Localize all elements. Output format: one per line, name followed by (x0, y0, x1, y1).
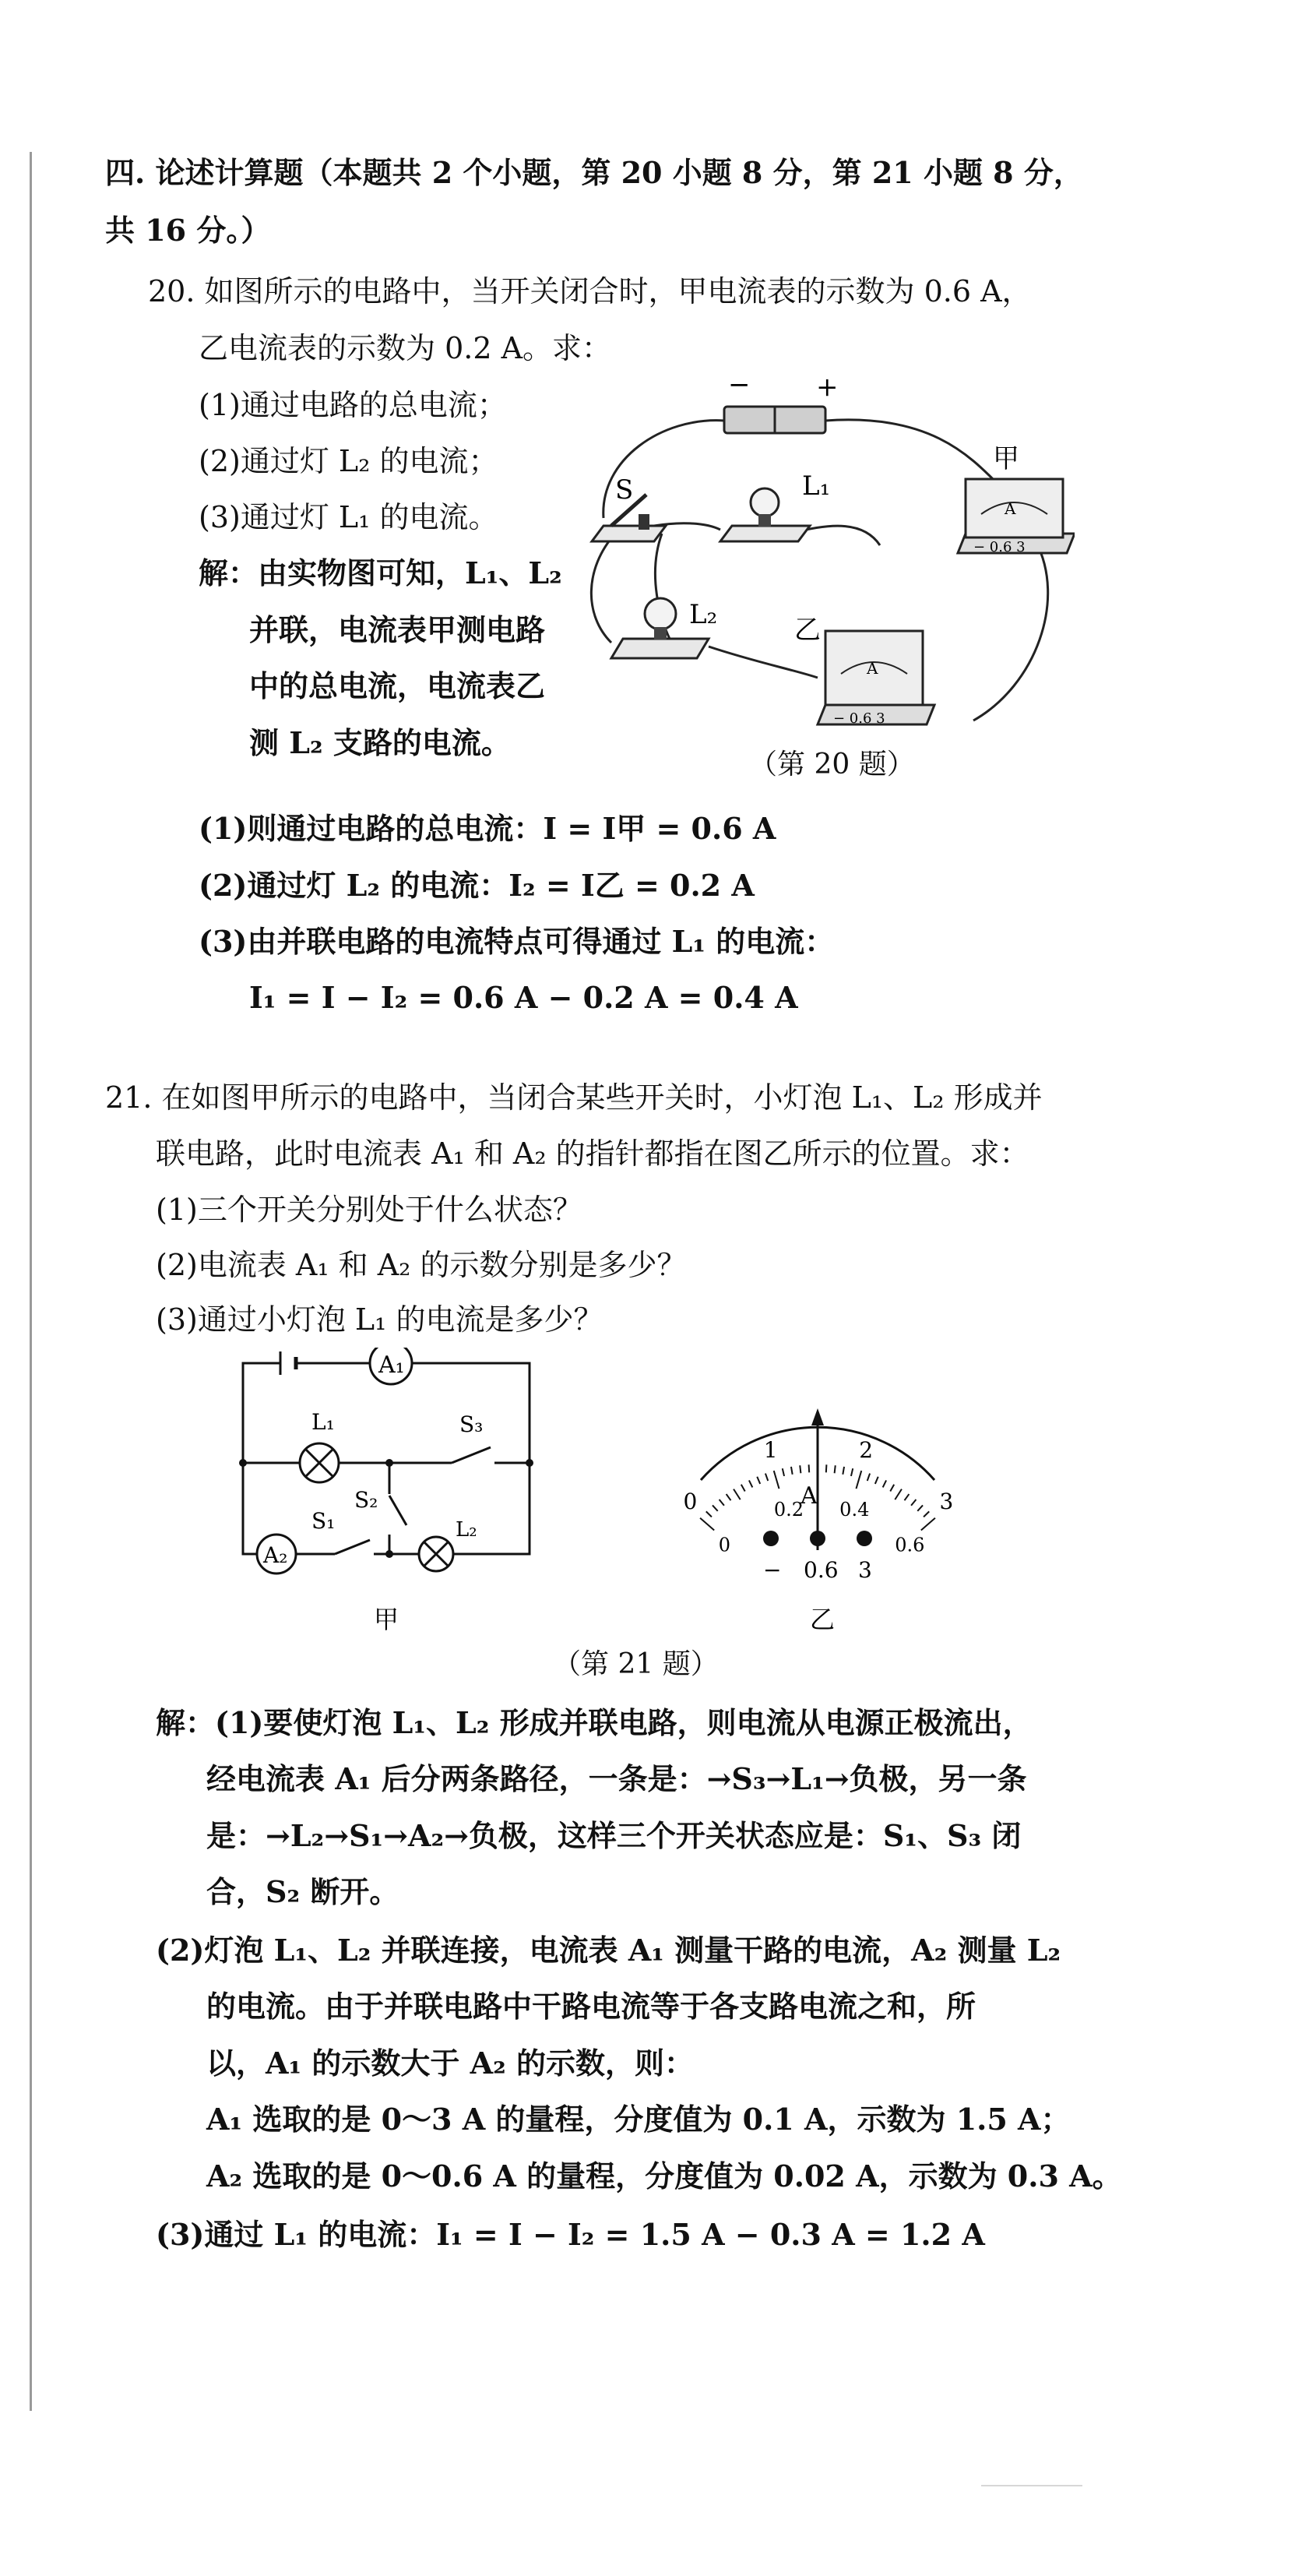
svg-text:+: + (816, 372, 839, 403)
svg-text:A: A (801, 1482, 818, 1510)
dial-upper-label: 1 (763, 1436, 778, 1463)
q21-ask-3: (3)通过小灯泡 L₁ 的电流是多少？ (156, 1302, 603, 1337)
dial-tick (843, 1467, 844, 1475)
dial-tick (734, 1489, 741, 1499)
q20-figure-caption: （第 20 题） (749, 749, 915, 781)
svg-text:L₂: L₂ (456, 1518, 477, 1542)
dial-tick (713, 1505, 718, 1510)
faint-mark (981, 2485, 1082, 2486)
q21-solution-10: (3)通过 L₁ 的电流：I₁ = I − I₂ = 1.5 A − 0.3 A = 1.2 A (156, 2217, 985, 2252)
q21-solution-9: A₂ 选取的是 0～0.6 A 的量程，分度值为 0.02 A，示数为 0.3 A。 (206, 2158, 1122, 2194)
q21-figure-caption: （第 21 题） (553, 1648, 719, 1680)
dial-tick (791, 1467, 793, 1475)
svg-text:乙: 乙 (810, 1605, 836, 1634)
dial-tick (765, 1474, 768, 1481)
q20-stem-line1: 20. 如图所示的电路中，当开关闭合时，甲电流表的示数为 0.6 A， (148, 274, 1032, 308)
lamp-l1-icon (720, 488, 810, 541)
q21-solution-4: 合，S₂ 断开。 (206, 1874, 399, 1909)
dial-tick (917, 1505, 923, 1510)
dial-tick (783, 1468, 784, 1476)
lamp-l2-icon (419, 1537, 453, 1571)
q21-solution-5: (2)灯泡 L₁、L₂ 并联连接，电流表 A₁ 测量干路的电流，A₂ 测量 L₂ (156, 1933, 1061, 1968)
battery-icon (724, 407, 825, 433)
dial-tick (835, 1465, 836, 1473)
q21-solution-6: 的电流。由于并联电路中干路电流等于各支路电流之和，所 (206, 1989, 976, 2024)
q20-answer-4: I₁ = I − I₂ = 0.6 A − 0.2 A = 0.4 A (249, 980, 798, 1015)
dial-tick (905, 1494, 910, 1500)
svg-text:A: A (1005, 499, 1016, 518)
dial-tick (867, 1474, 870, 1481)
svg-text:−: − (728, 369, 751, 400)
q20-answer-1: (1)则通过电路的总电流：I = I甲 = 0.6 A (199, 811, 776, 846)
section-header-line2: 共 16 分。） (105, 213, 271, 248)
q20-ask-3: (3)通过灯 L₁ 的电流。 (199, 500, 498, 534)
dial-tick (706, 1511, 712, 1517)
svg-text:S₃: S₃ (459, 1411, 484, 1437)
dial-tick (924, 1511, 929, 1517)
dial-lower-label: 0.4 (839, 1499, 870, 1521)
dial-tick (800, 1465, 801, 1473)
q20-solution-intro-4: 测 L₂ 支路的电流。 (249, 725, 511, 760)
dial-tick (911, 1499, 916, 1506)
dial-tick (774, 1471, 779, 1489)
dial-tick (851, 1468, 853, 1476)
dial-tick (875, 1477, 878, 1484)
q21-solution-7: 以，A₁ 的示数大于 A₂ 的示数，则： (206, 2046, 694, 2081)
dial-tick (720, 1499, 724, 1506)
svg-text:乙: 乙 (794, 615, 821, 646)
q20-answer-3: (3)由并联电路的电流特点可得通过 L₁ 的电流： (199, 924, 835, 959)
q20-solution-intro-1: 解：由实物图可知，L₁、L₂ (199, 555, 562, 590)
svg-text:A: A (867, 659, 878, 678)
svg-text:− 0.6 3: − 0.6 3 (833, 710, 885, 727)
q21-ask-1: (1)三个开关分别处于什么状态？ (156, 1193, 582, 1227)
q20-circuit-figure (568, 366, 1075, 732)
dial-tick (856, 1471, 861, 1489)
q21-solution-2: 经电流表 A₁ 后分两条路径，一条是：→S₃→L₁→负极，另一条 (206, 1761, 1027, 1796)
dial-tick (921, 1518, 935, 1531)
svg-text:0.6: 0.6 (804, 1557, 839, 1583)
svg-text:S: S (615, 474, 634, 506)
q21-ask-2: (2)电流表 A₁ 和 A₂ 的示数分别是多少？ (156, 1248, 687, 1282)
q20-ask-2: (2)通过灯 L₂ 的电流； (199, 444, 498, 478)
q21-stem-line2: 联电路，此时电流表 A₁ 和 A₂ 的指针都指在图乙所示的位置。求： (156, 1136, 1029, 1171)
svg-text:S₂: S₂ (354, 1487, 378, 1513)
lamp-l1-icon (300, 1443, 339, 1482)
dial-tick (826, 1464, 827, 1472)
dial-upper-label: 3 (939, 1488, 954, 1514)
dial-tick (890, 1485, 894, 1492)
svg-text:甲: 甲 (374, 1605, 399, 1634)
q21-solution-1: 解：(1)要使灯泡 L₁、L₂ 形成并联电路，则电流从电源正极流出， (156, 1705, 1033, 1740)
q21-ammeter-dial (670, 1355, 997, 1636)
dial-tick (883, 1480, 886, 1487)
dial-upper-label: 2 (859, 1436, 874, 1463)
svg-text:3: 3 (858, 1557, 872, 1583)
svg-text:L₂: L₂ (689, 599, 718, 630)
svg-text:L₁: L₁ (311, 1409, 335, 1435)
dial-upper-label: 0 (683, 1488, 698, 1514)
svg-text:−: − (763, 1557, 782, 1583)
svg-text:甲: 甲 (993, 443, 1019, 474)
section-header-line1: 四. 论述计算题（本题共 2 个小题，第 20 小题 8 分，第 21 小题 8 分， (105, 155, 1083, 190)
dial-tick (741, 1485, 745, 1492)
q20-stem-line2: 乙电流表的示数为 0.2 A。求： (199, 331, 612, 365)
q21-circuit-diagram (226, 1348, 553, 1644)
dial-tick (700, 1518, 714, 1531)
q20-ask-1: (1)通过电路的总电流； (199, 388, 507, 422)
dial-lower-label: 0.2 (773, 1499, 804, 1521)
dial-tick (757, 1477, 760, 1484)
svg-text:A₂: A₂ (263, 1542, 288, 1568)
margin-rule (30, 152, 32, 2411)
svg-text:S₁: S₁ (311, 1508, 336, 1534)
dial-tick (727, 1494, 731, 1500)
dial-tick (809, 1464, 810, 1472)
dial-lower-label: 0 (718, 1534, 731, 1556)
svg-text:− 0.6 3: − 0.6 3 (973, 539, 1026, 555)
dial-tick (895, 1489, 902, 1499)
q20-solution-intro-2: 并联，电流表甲测电路 (249, 612, 546, 647)
q21-stem-line1: 21. 在如图甲所示的电路中，当闭合某些开关时，小灯泡 L₁、L₂ 形成并 (105, 1080, 1043, 1115)
q20-answer-2: (2)通过灯 L₂ 的电流：I₂ = I乙 = 0.2 A (199, 868, 755, 903)
dial-lower-label: 0.6 (895, 1534, 925, 1556)
svg-text:A₁: A₁ (378, 1351, 405, 1379)
svg-text:L₁: L₁ (802, 470, 831, 502)
q21-solution-3: 是：→L₂→S₁→A₂→负极，这样三个开关状态应是：S₁、S₃ 闭 (206, 1818, 1022, 1853)
q21-solution-8: A₁ 选取的是 0～3 A 的量程，分度值为 0.1 A，示数为 1.5 A； (206, 2102, 1071, 2137)
q20-solution-intro-3: 中的总电流，电流表乙 (249, 668, 546, 703)
dial-tick (749, 1480, 752, 1487)
